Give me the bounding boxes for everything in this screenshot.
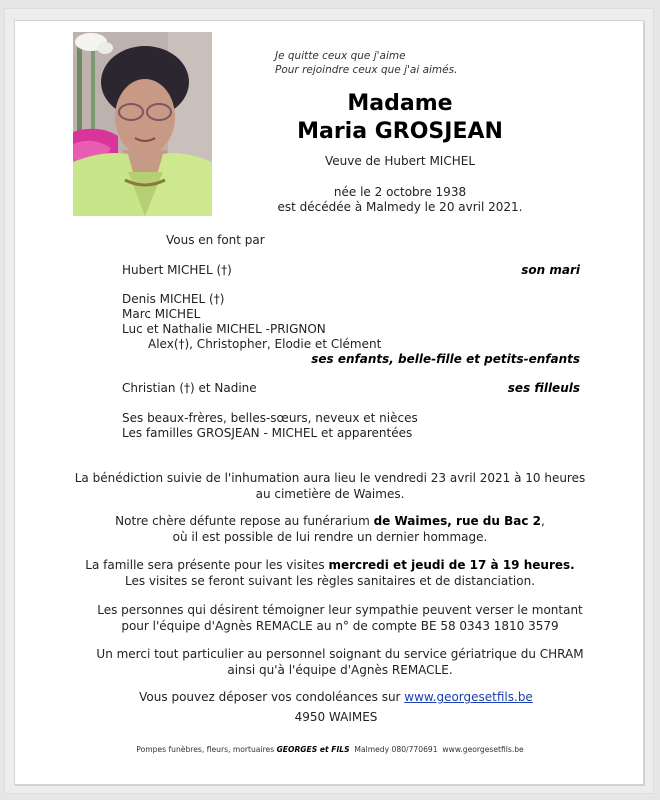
salutation: Madame: [347, 91, 453, 116]
rest-line-1: [30, 513, 630, 529]
ceremony-line-1: La bénédiction suivie de l'inhumation aura lieu le vendredi 23 avril 2021 à 10 heures: [74, 471, 586, 485]
rest-location: de Waimes, rue du Bac 2: [373, 514, 541, 528]
family-child: Luc et Nathalie MICHEL -PRIGNON: [122, 322, 326, 336]
relation-godchildren: ses filleuls: [507, 381, 580, 395]
family-child: Denis MICHEL (†): [122, 292, 225, 306]
footer-company: GEORGES et FILS: [276, 745, 350, 754]
birth-date: née le 2 octobre 1938: [333, 185, 467, 199]
family-others: Ses beaux-frères, belles-sœurs, neveux et nièces: [122, 411, 418, 425]
family-child: Marc MICHEL: [122, 307, 201, 321]
death-date: est décédée à Malmedy le 20 avril 2021.: [277, 200, 523, 214]
rest-line-2: où il est possible de lui rendre un dernier hommage.: [172, 530, 488, 544]
condolences-prefix: Vous pouvez déposer vos condoléances sur: [139, 690, 405, 704]
rest-prefix: Notre chère défunte repose au funérarium: [115, 514, 374, 528]
footer-prefix: Pompes funèbres, fleurs, mortuaires: [136, 745, 277, 754]
deceased-name: Maria GROSJEAN: [297, 119, 503, 144]
visits-prefix: La famille sera présente pour les visites: [85, 558, 329, 572]
visits-line-1: [30, 557, 630, 573]
donation-line-2: pour l'équipe d'Agnès REMACLE au n° de compte BE 58 0343 1810 3579: [121, 619, 559, 633]
footer-line: [30, 745, 630, 754]
rest-suffix: ,: [541, 514, 545, 528]
relation-husband: son mari: [521, 263, 580, 277]
thanks-line-1: Un merci tout particulier au personnel soignant du service gériatrique du CHRAM: [96, 647, 584, 661]
family-husband: Hubert MICHEL (†): [122, 263, 232, 277]
ceremony-line-2: au cimetière de Waimes.: [255, 487, 405, 501]
donation-line-1: Les personnes qui désirent témoigner leur sympathie peuvent verser le montant: [97, 603, 583, 617]
condolences-line: [36, 690, 636, 704]
quote-line-2: Pour rejoindre ceux que j'ai aimés.: [275, 64, 458, 76]
relation-children: ses enfants, belle-fille et petits-enfants: [311, 352, 580, 366]
family-others: Les familles GROSJEAN - MICHEL et apparentées: [122, 426, 413, 440]
quote-line-1: Je quitte ceux que j'aime: [275, 50, 406, 62]
family-grandchildren: Alex(†), Christopher, Elodie et Clément: [148, 337, 382, 351]
footer-contact: Malmedy 080/770691 www.georgesetfils.be: [349, 745, 524, 754]
announce-text: Vous en font par: [166, 233, 265, 247]
thanks-line-2: ainsi qu'à l'équipe d'Agnès REMACLE.: [227, 663, 453, 677]
family-godchildren: Christian (†) et Nadine: [122, 381, 257, 395]
visits-schedule: mercredi et jeudi de 17 à 19 heures.: [328, 558, 575, 572]
widow-of: Veuve de Hubert MICHEL: [324, 154, 476, 168]
condolences-link[interactable]: www.georgesetfils.be: [404, 690, 533, 704]
visits-line-2: Les visites se feront suivant les règles sanitaires et de distanciation.: [124, 574, 536, 588]
city: 4950 WAIMES: [294, 710, 378, 724]
portrait-photo: [73, 32, 212, 216]
